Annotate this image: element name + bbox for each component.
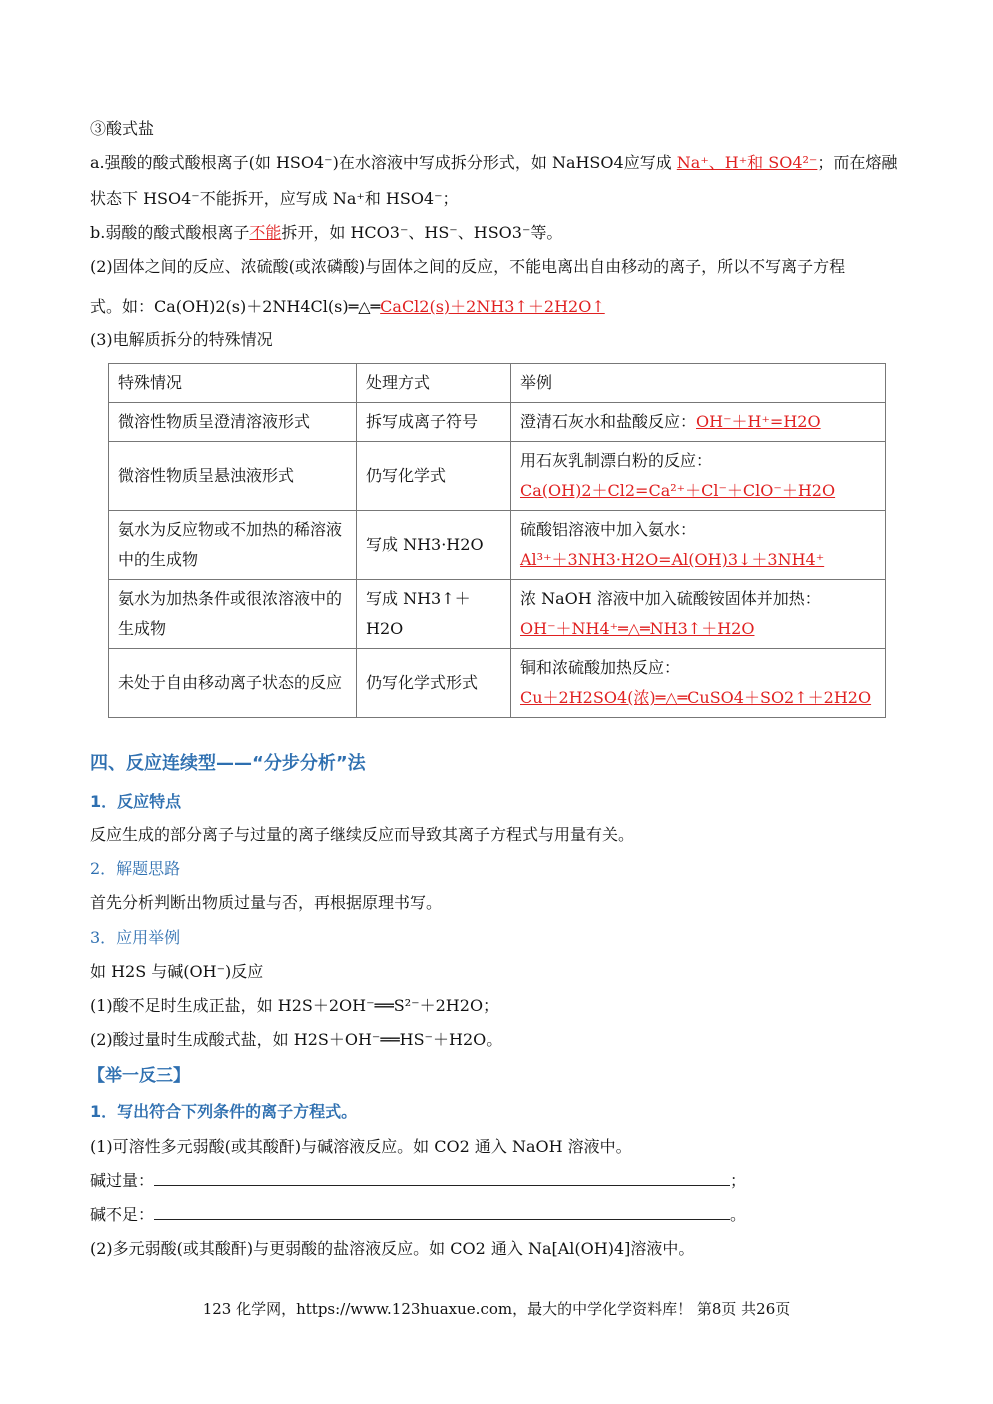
line-molten: 状态下 HSO4⁻不能拆开，应写成 Na⁺和 HSO4⁻；: [90, 189, 459, 208]
table-row: [109, 403, 886, 442]
example-cell: [511, 649, 886, 718]
question-sub: (1)可溶性多元弱酸(或其酸酐)与碱溶液反应。如 CO2 通入 NaOH 溶液中。: [90, 1137, 632, 1156]
field-end: 。: [730, 1205, 747, 1224]
line-acid-salt: ③酸式盐: [90, 119, 155, 138]
text: b.弱酸的酸式酸根离子: [90, 223, 250, 242]
line-strong-acid: [90, 151, 897, 175]
case-cell: 氨水为加热条件或很浓溶液中的生成物: [109, 580, 357, 649]
line-special-cases: (3)电解质拆分的特殊情况: [90, 330, 273, 349]
case-cell: 未处于自由移动离子状态的反应: [109, 649, 357, 718]
method-cell: 拆写成离子符号: [357, 403, 511, 442]
answer-blank[interactable]: [154, 1169, 730, 1186]
line-example: [90, 295, 605, 319]
equation-text: Al³⁺＋3NH3·H2O=Al(OH)3↓＋3NH4⁺: [520, 550, 825, 569]
equation-red: OH⁻＋H⁺=H2O: [696, 412, 821, 431]
table-row: [109, 649, 886, 718]
method-cell: 仍写化学式形式: [357, 649, 511, 718]
question-sub: (2)多元弱酸(或其酸酐)与更弱酸的盐溶液反应。如 CO2 通入 Na[Al(OH)4]溶液中。: [90, 1239, 695, 1258]
fill-line-excess: [90, 1169, 746, 1193]
paragraph: (2)酸过量时生成酸式盐，如 H2S＋OH⁻══HS⁻＋H2O。: [90, 1030, 503, 1049]
example-text: 澄清石灰水和盐酸反应：: [520, 412, 697, 431]
method-cell: 写成 NH3↑＋H2O: [357, 580, 511, 649]
subsection-heading: 1．反应特点: [90, 792, 182, 811]
equation-text: Cu＋2H2SO4(浓)═△═CuSO4＋SO2↑＋2H2O: [520, 688, 872, 707]
equation-red: [520, 476, 876, 506]
subsection-heading: 2．解题思路: [90, 859, 181, 878]
fill-line-deficient: [90, 1203, 746, 1227]
equation-red: [520, 545, 876, 575]
table-row: [109, 442, 886, 511]
equation-text: Ca(OH)2＋Cl2=Ca²⁺＋Cl⁻＋ClO⁻＋H2O: [520, 481, 836, 500]
answer-red: 不能: [249, 223, 282, 242]
paragraph: (1)酸不足时生成正盐，如 H2S＋2OH⁻══S²⁻＋2H2O；: [90, 996, 500, 1015]
example-text: 浓 NaOH 溶液中加入硫酸铵固体并加热：: [520, 589, 821, 608]
text: a.强酸的酸式酸根离子(如 HSO4⁻)在水溶液中写成拆分形式，如 NaHSO4应写成: [90, 153, 677, 172]
header-cell: 举例: [511, 364, 886, 403]
field-label: 碱过量：: [90, 1171, 155, 1190]
answer-blank[interactable]: [154, 1203, 730, 1220]
equation-text: OH⁻＋NH4⁺═△═NH3↑＋H2O: [520, 619, 755, 638]
text: ；而在熔融: [817, 153, 898, 172]
example-text: 铜和浓硫酸加热反应：: [520, 658, 681, 677]
table-header-row: [109, 364, 886, 403]
case-cell: 微溶性物质呈悬浊液形式: [109, 442, 357, 511]
table-row: [109, 580, 886, 649]
paragraph: 反应生成的部分离子与过量的离子继续反应而导致其离子方程式与用量有关。: [90, 825, 635, 844]
paragraph: 如 H2S 与碱(OH⁻)反应: [90, 962, 264, 981]
field-label: 碱不足：: [90, 1205, 155, 1224]
example-cell: [511, 511, 886, 580]
equation-red: [520, 614, 876, 644]
case-cell: 微溶性物质呈澄清溶液形式: [109, 403, 357, 442]
text: 拆开，如 HCO3⁻、HS⁻、HSO3⁻等。: [281, 223, 563, 242]
section-title: 四、反应连续型——“分步分析”法: [90, 753, 366, 774]
header-cell: 处理方式: [357, 364, 511, 403]
page-footer: 123 化学网，https://www.123huaxue.com，最大的中学化学资料库！ 第8页 共26页: [202, 1300, 791, 1318]
line-weak-acid: [90, 221, 562, 245]
example-cell: [511, 403, 886, 442]
line-solid-reaction: (2)固体之间的反应、浓硫酸(或浓磷酸)与固体之间的反应，不能电离出自由移动的离子，所以不写离子方程: [90, 257, 846, 276]
table-row: [109, 511, 886, 580]
method-cell: 仍写化学式: [357, 442, 511, 511]
example-cell: [511, 580, 886, 649]
equation-red: [520, 683, 876, 713]
method-cell: 写成 NH3·H2O: [357, 511, 511, 580]
paragraph: 首先分析判断出物质过量与否，再根据原理书写。: [90, 893, 443, 912]
text: 式。如：Ca(OH)2(s)＋2NH4Cl(s)═△═: [90, 297, 381, 316]
header-cell: 特殊情况: [109, 364, 357, 403]
example-text: 硫酸铝溶液中加入氨水：: [520, 520, 697, 539]
answer-red: CaCl2(s)＋2NH3↑＋2H2O↑: [380, 297, 605, 316]
field-end: ；: [730, 1171, 747, 1190]
question-title: 1．写出符合下列条件的离子方程式。: [90, 1102, 358, 1121]
case-cell: 氨水为反应物或不加热的稀溶液中的生成物: [109, 511, 357, 580]
example-cell: [511, 442, 886, 511]
practice-title: 【举一反三】: [88, 1066, 190, 1086]
special-cases-table: [108, 363, 886, 718]
example-text: 用石灰乳制漂白粉的反应：: [520, 451, 713, 470]
answer-red: Na⁺、H⁺和 SO4²⁻: [676, 153, 818, 172]
subsection-heading: 3．应用举例: [90, 928, 181, 947]
